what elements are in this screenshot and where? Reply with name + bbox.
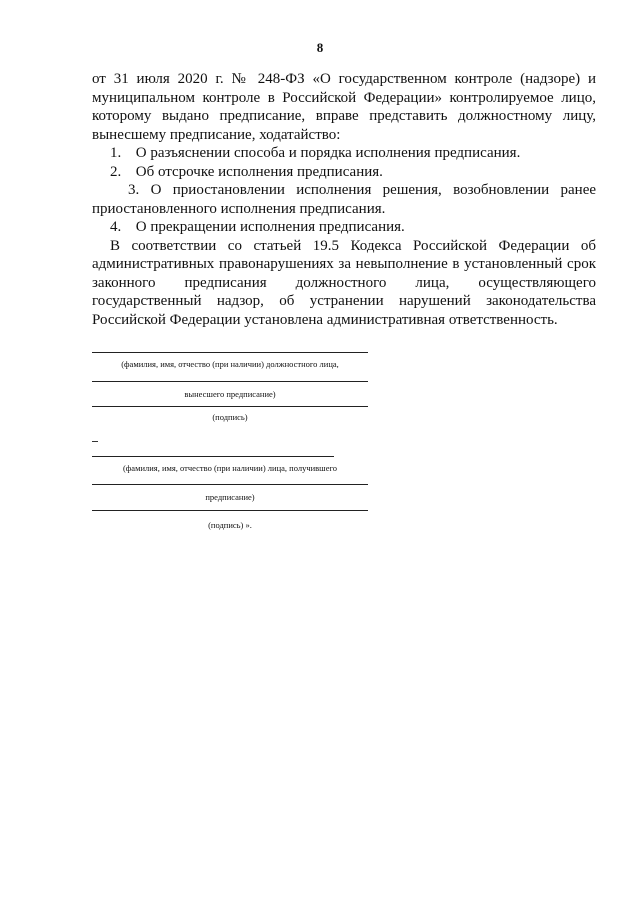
recipient-name-line-2 [92, 484, 368, 485]
list-item-3 [92, 181, 596, 218]
recipient-name-caption-2: предписание) [205, 492, 255, 502]
official-signature-caption: (подпись) [212, 412, 248, 422]
official-name-caption-2: вынесшего предписание) [184, 389, 276, 399]
list-number: 1. [110, 145, 122, 161]
list-text: О разъяснении способа и порядка исполнения предписания. [135, 145, 521, 161]
list-item-4 [92, 218, 596, 237]
list-number: 3. [128, 182, 140, 198]
liability-paragraph: В соответствии со статьей 19.5 Кодекса Российской Федерации об административных правонарушениях за невыполнение в установленный срок законного предписания должностного лица, осуществляющего государственный надзор, об устранении нарушений законодательства Российской Федерации установлена административная ответственность. [92, 237, 596, 328]
official-signature-line [92, 406, 368, 407]
recipient-name-line [92, 456, 334, 457]
list-text: О прекращении исполнения предписания. [135, 219, 405, 235]
list-text: О приостановлении исполнения решения, возобновлении ранее приостановленного исполнения предписания. [92, 182, 597, 217]
intro-paragraph: от 31 июля 2020 г. № 248-ФЗ «О государственном контроле (надзоре) и муниципальном контроле в Российской Федерации» контролируемое лицо, которому выдано предписание, вправе представить должностному лицу, вынесшему предписание, ходатайство: [92, 71, 596, 143]
list-text: Об отсрочке исполнения предписания. [135, 163, 383, 180]
page-number: 8 [316, 40, 324, 55]
list-number: 2. [110, 163, 122, 180]
official-name-line [92, 352, 368, 353]
document-body [92, 70, 596, 329]
recipient-name-caption: (фамилия, имя, отчество (при наличии) лица, получившего [122, 463, 338, 473]
official-name-line-2 [92, 381, 368, 382]
list-number: 4. [110, 219, 122, 235]
official-name-caption: (фамилия, имя, отчество (при наличии) должностного лица, [121, 359, 339, 369]
recipient-signature-caption: (подпись) ». [208, 520, 252, 530]
list-item-2 [92, 163, 596, 182]
recipient-signature-line [92, 510, 368, 511]
dash-mark [92, 441, 98, 442]
list-item-1 [92, 144, 596, 163]
